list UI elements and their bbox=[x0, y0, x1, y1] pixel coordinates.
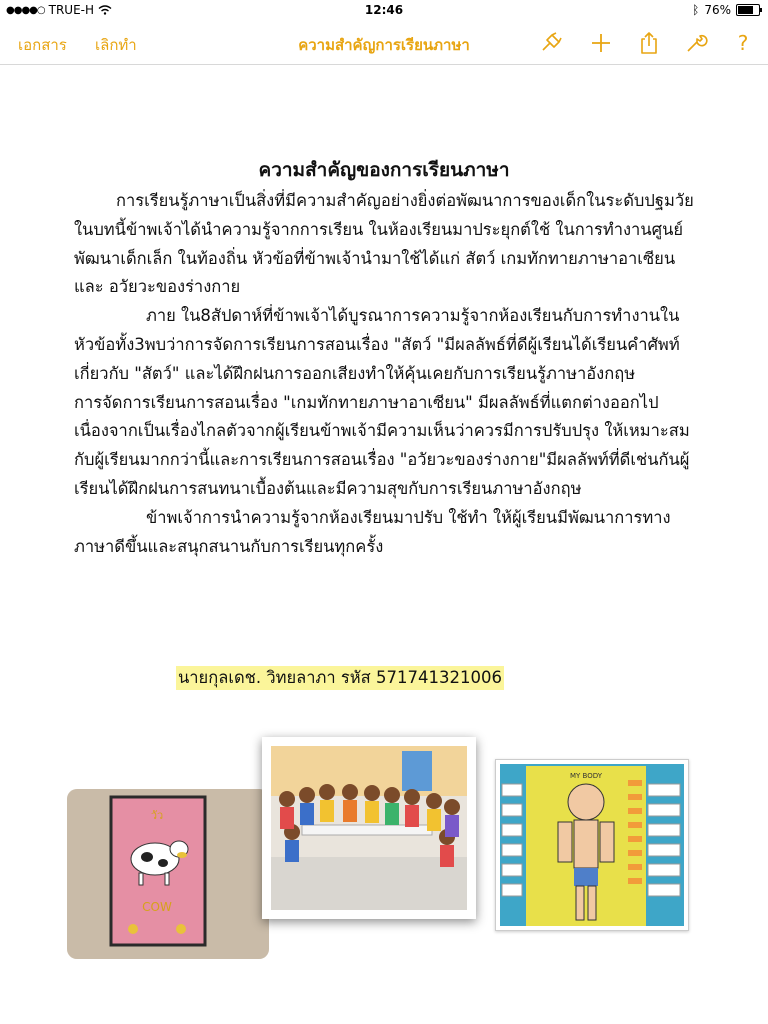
paragraph-conclusion: ข้าพเจ้าการนำความรู้จากห้องเรียนมาปรับ ใช้ทำ ให้ผู้เรียนมีพัฒนาการทางภาษาดีขึ้นและสนุกสนานกับการเรียนทุกครั้ง bbox=[74, 507, 671, 556]
body-parts-chart-photo[interactable] bbox=[495, 759, 689, 931]
cow-poster-label: COW bbox=[142, 900, 172, 914]
brush-icon[interactable] bbox=[538, 30, 564, 56]
carrier-label: TRUE-H bbox=[48, 3, 95, 17]
app-toolbar bbox=[0, 22, 768, 65]
document-canvas[interactable] bbox=[0, 65, 768, 1024]
body-chart-title: MY BODY bbox=[569, 772, 603, 780]
clock: 12:46 bbox=[364, 3, 404, 17]
author-signature: นายกุลเดช. วิทยลาภา รหัส 571741321006 bbox=[176, 666, 504, 690]
svg-text:?: ? bbox=[737, 31, 749, 55]
documents-button[interactable]: เอกสาร bbox=[18, 36, 67, 54]
undo-button[interactable]: เลิกทำ bbox=[95, 36, 137, 54]
classroom-children-photo[interactable] bbox=[262, 737, 476, 919]
document-heading: ความสำคัญของการเรียนภาษา bbox=[258, 159, 510, 181]
svg-text:วัว: วัว bbox=[150, 809, 164, 822]
document-body bbox=[74, 187, 694, 561]
help-icon[interactable] bbox=[730, 30, 756, 56]
signal-strength-icon: ●●●●○ bbox=[6, 4, 45, 16]
plus-icon[interactable] bbox=[588, 30, 614, 56]
bluetooth-icon: ᛒ bbox=[692, 3, 700, 17]
cow-poster-photo[interactable] bbox=[67, 789, 269, 959]
document-title: ความสำคัญการเรียนภาษา bbox=[298, 36, 470, 54]
battery-level bbox=[738, 6, 753, 14]
paragraph-intro: การเรียนรู้ภาษาเป็นสิ่งที่มีความสำคัญอย่างยิ่งต่อพัฒนาการของเด็กในระดับปฐมวัย ในบทนี้ข้าพเจ้าได้นำความรู้จากการเรียน ในห้องเรียนมาประยุกต์ใช้ ในการทำงานศูนย์พัฒนาเด็กเล็ก ในท้องถิ่น หัวข้อที่ข้าพเจ้านำมาใช้ได้แก่ สัตว์ เกมทักทายภาษาอาเซียน และ อวัยวะของร่างกาย bbox=[74, 191, 694, 297]
battery-icon bbox=[736, 4, 760, 16]
wrench-icon[interactable] bbox=[683, 30, 709, 56]
status-bar bbox=[0, 0, 768, 20]
paragraph-animals: ภาย ใน8สัปดาห์ที่ข้าพเจ้าได้บูรณาการความรู้จากห้องเรียนกับการทำงานในหัวข้อทั้ง3พบว่าการจัดการเรียนการสอนเรื่อง "สัตว์ "มีผลลัพธ์ที่ดีผู้เรียนได้เรียนคำศัพท์เกี่ยวกับ "สัตว์" และได้ฝึกฝนการออกเสียงทำให้คุ้นเคยกับการเรียนรู้ภาษาอังกฤษ bbox=[74, 306, 680, 383]
status-right bbox=[692, 3, 760, 17]
share-icon[interactable] bbox=[636, 30, 662, 56]
battery-percent: 76% bbox=[704, 3, 731, 17]
paragraph-asean: การจัดการเรียนการสอนเรื่อง "เกมทักทายภาษาอาเซียน" มีผลลัพธ์ที่แตกต่างออกไปเนื่องจากเป็นเรื่องไกลตัวจากผู้เรียนข้าพเจ้ามีความเห็นว่าควรมีการปรับปรุง ให้เหมาะสมกับผู้เรียนมากกว่านี้และการเรียนการสอนเรื่อง "อวัยวะของร่างกาย"มีผลลัพท์ที่ดีเช่นกันผู้เรียนได้ฝึกฝนการสนทนาเบื้องต้นและมีความสุขกับการเรียนภาษาอังกฤษ bbox=[74, 392, 690, 498]
